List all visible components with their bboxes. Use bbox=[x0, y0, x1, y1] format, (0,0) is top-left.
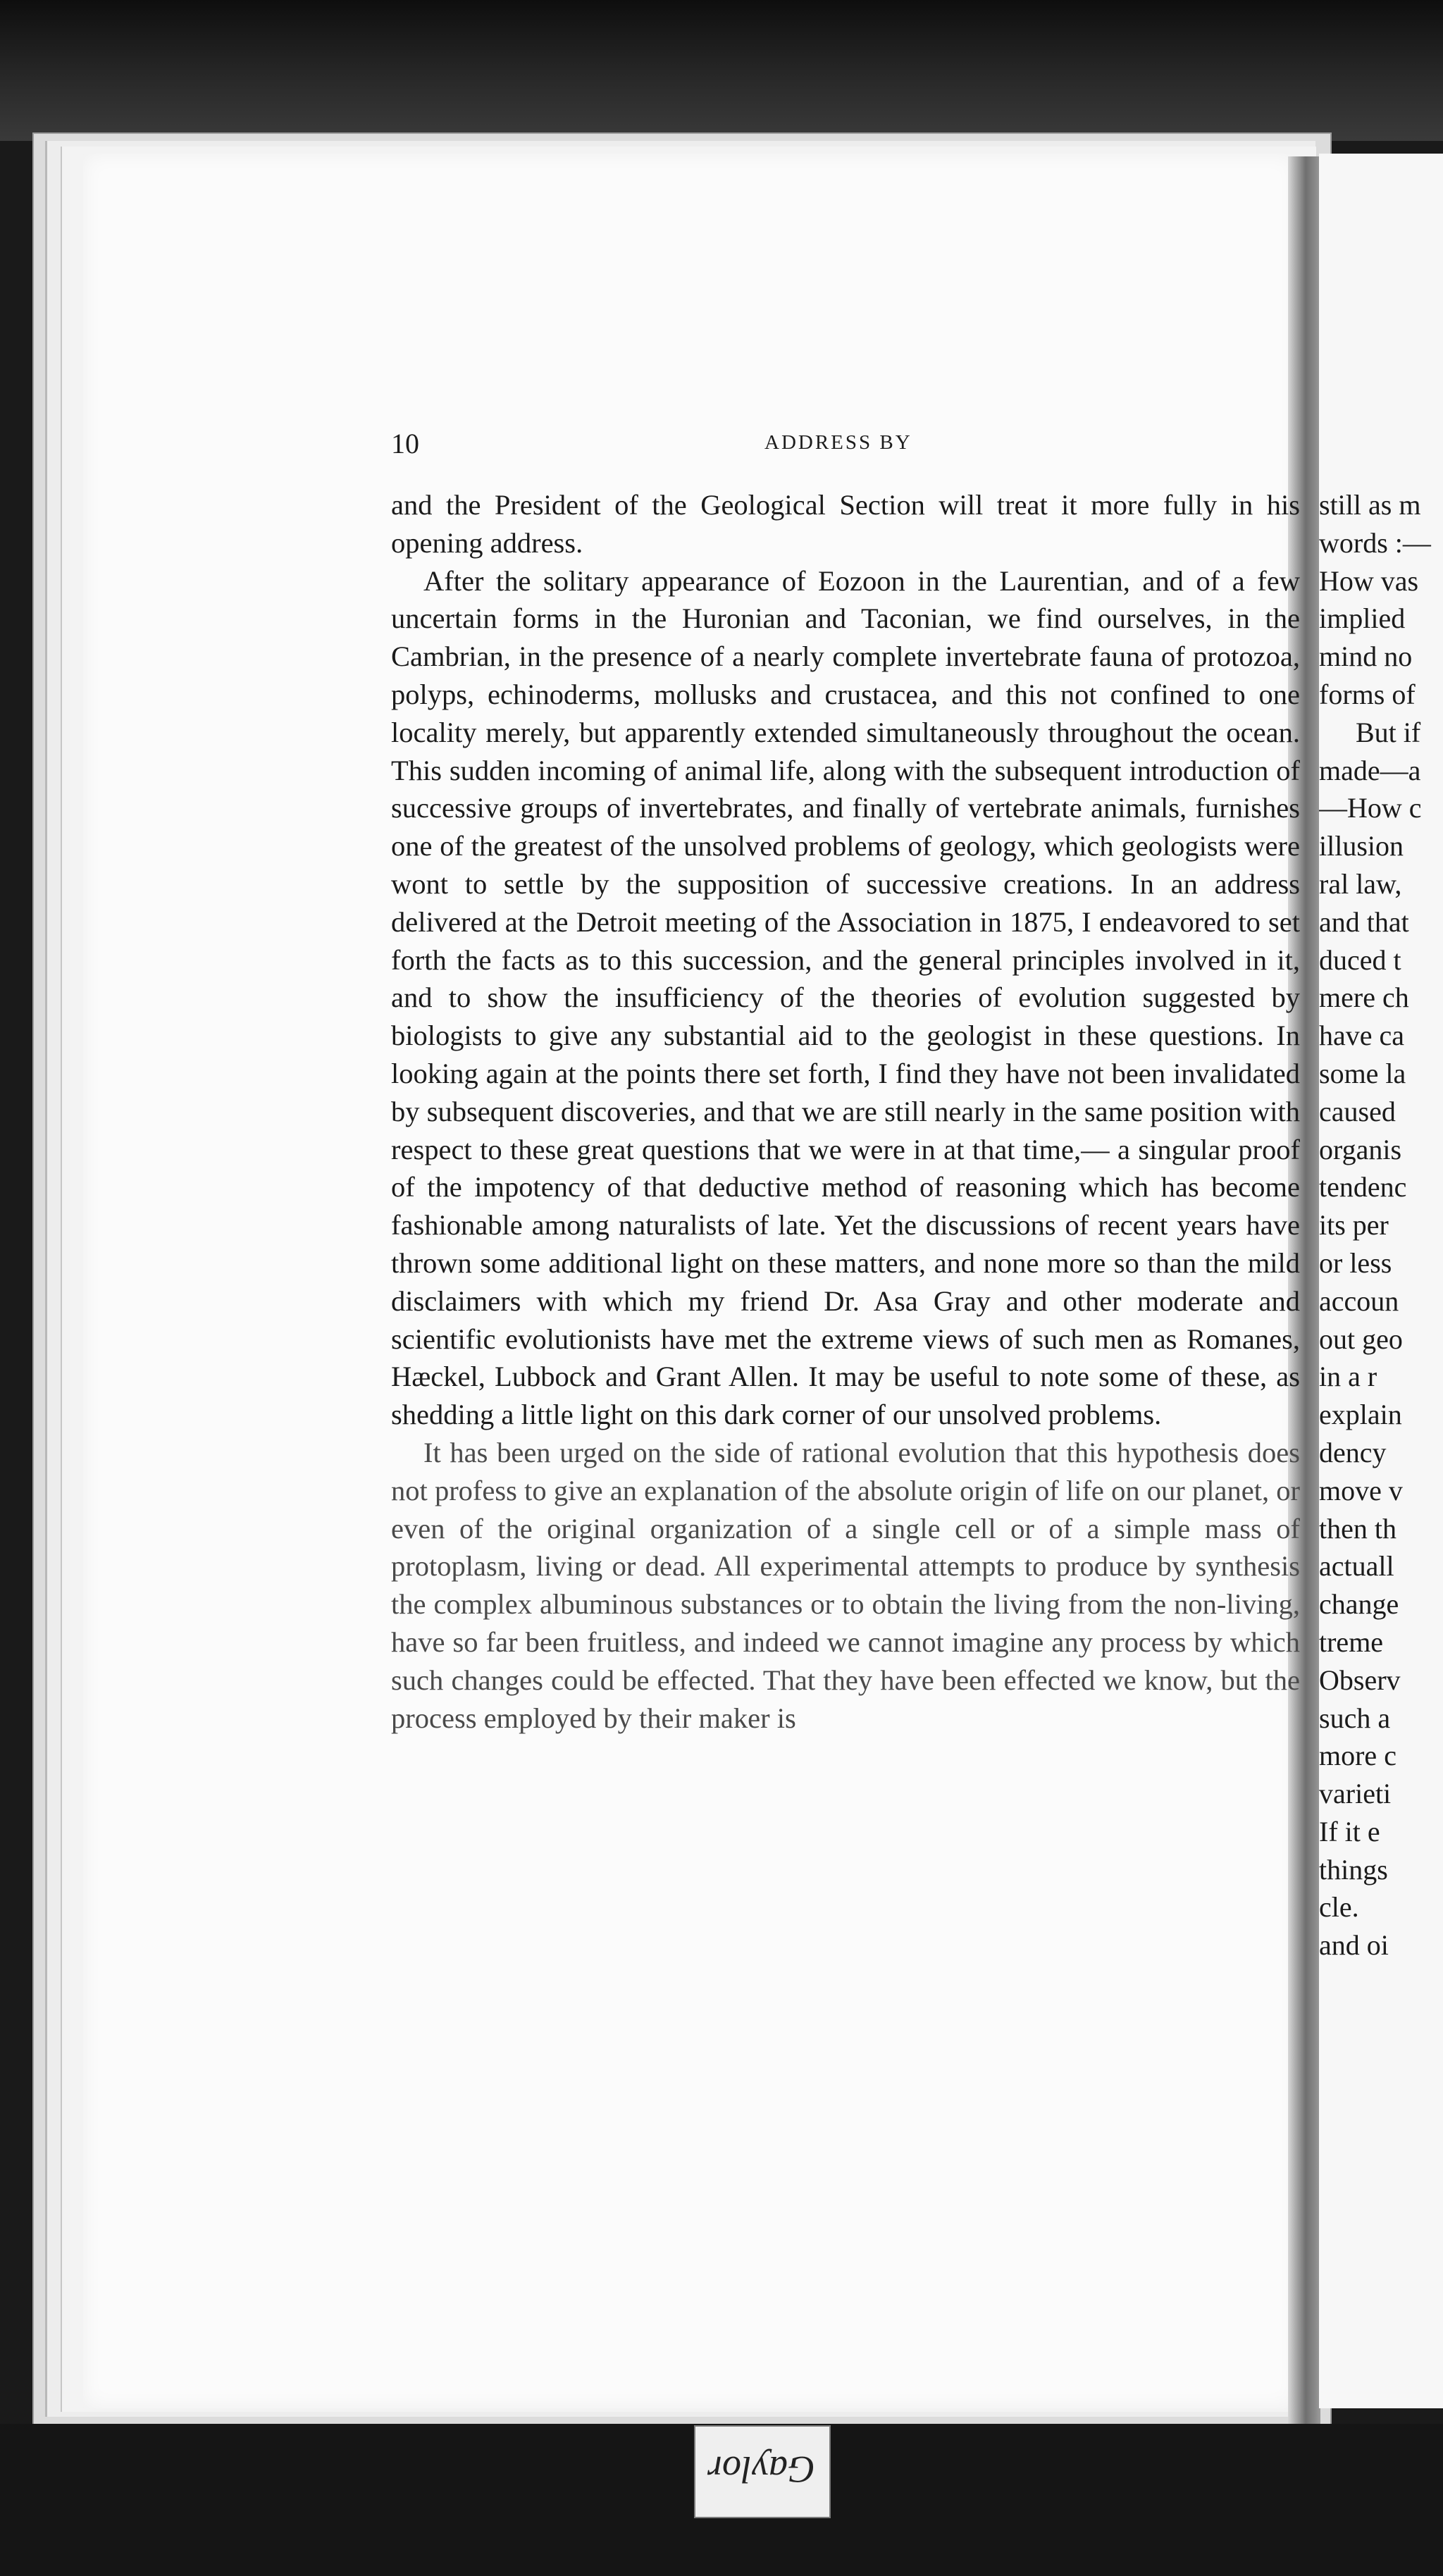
running-head-title: ADDRESS BY bbox=[764, 431, 912, 454]
facing-page-text bbox=[1319, 486, 1443, 1964]
facing-line: change bbox=[1319, 1588, 1399, 1621]
facing-line: words :— bbox=[1319, 526, 1431, 559]
facing-line: dency bbox=[1319, 1436, 1387, 1468]
label-handwriting: Gaylor bbox=[707, 2448, 815, 2491]
facing-line: tendenc bbox=[1319, 1171, 1407, 1203]
paragraph-1: and the President of the Geological Section will treat it more fully in his opening address. bbox=[391, 489, 1300, 559]
page-number: 10 bbox=[391, 428, 419, 459]
paragraph-3: It has been urged on the side of rational evolution that this hypothesis does not profess to give an explanation of the absolute origin of life on our planet, or even of the original organization of a single cell or of a simple mass of protoplasm, living or dead. All experimental attempts to produce by synthesis the complex albuminous substances or to obtain the living from the non-living, have so far been fruitless, and indeed we cannot imagine any process by which such changes could be effected. That they have been effected we know, but the process employed by their maker is bbox=[391, 1436, 1300, 1734]
facing-line: ral law, bbox=[1319, 867, 1402, 900]
facing-line: implied bbox=[1319, 602, 1406, 635]
facing-line: and oi bbox=[1319, 1929, 1389, 1962]
facing-line: But if bbox=[1356, 716, 1421, 748]
facing-line: illusion bbox=[1319, 830, 1404, 862]
facing-line: then th bbox=[1319, 1512, 1396, 1544]
facing-line: more c bbox=[1319, 1740, 1396, 1772]
facing-line: —How c bbox=[1319, 792, 1422, 824]
facing-line: organis bbox=[1319, 1133, 1402, 1165]
facing-line: duced t bbox=[1319, 943, 1401, 976]
facing-line: and that bbox=[1319, 905, 1409, 938]
facing-line: mere ch bbox=[1319, 982, 1409, 1014]
facing-line: have ca bbox=[1319, 1020, 1405, 1052]
facing-line: still as m bbox=[1319, 489, 1421, 521]
facing-line: caused bbox=[1319, 1095, 1396, 1127]
facing-line: made—a bbox=[1319, 754, 1421, 786]
facing-line: some la bbox=[1319, 1057, 1406, 1089]
facing-line: its per bbox=[1319, 1209, 1389, 1241]
facing-line: If it e bbox=[1319, 1815, 1380, 1847]
facing-line: actuall bbox=[1319, 1550, 1394, 1583]
facing-line: things bbox=[1319, 1853, 1388, 1885]
facing-line: or less bbox=[1319, 1246, 1392, 1279]
facing-line: How vas bbox=[1319, 564, 1419, 597]
body-text bbox=[391, 486, 1300, 1737]
facing-line: Observ bbox=[1319, 1664, 1401, 1696]
paragraph-2: After the solitary appearance of Eozoon in the Laurentian, and of a few uncertain forms in the Huronian and Taconian, we find ourselves, in the Cambrian, in the presence of a nearly complete invertebrate fauna of protozoa, polyps, echinoderms, mollusks and crustacea, and this not confined to one locality merely, but apparently extended simultaneously throughout the ocean. This sudden incoming of animal life, along with the subsequent introduction of successive groups of invertebrates, and finally of vertebrate animals, furnishes one of the greatest of the unsolved problems of geology, which geologists were wont to settle by the supposition of successive creations. In an address delivered at the Detroit meeting of the Association in 1875, I endeavored to set forth the facts as to this succession, and the general principles involved in it, and to show the insufficiency of the theories of evolution suggested by biologists to give any substantial aid to the geologist in these questions. In looking again at the points there set forth, I find they have not been invalidated by subsequent discoveries, and that we are still nearly in the same position with respect to these great questions that we were in at that time,— a singular proof of the impotency of that deductive method of reasoning which has become fashionable among naturalists of late. Yet the discussions of recent years have thrown some additional light on these matters, and none more so than the mild disclaimers with which my friend Dr. Asa Gray and other moderate and scientific evolutionists have met the extreme views of such men as Romanes, Hæckel, Lubbock and Grant Allen. It may be useful to note some of these, as shedding a little light on this dark corner of our unsolved problems. bbox=[391, 564, 1300, 1431]
facing-line: mind no bbox=[1319, 640, 1413, 673]
facing-line: move v bbox=[1319, 1474, 1403, 1506]
running-head bbox=[391, 427, 1300, 462]
facing-line: forms of bbox=[1319, 678, 1416, 710]
facing-line: explain bbox=[1319, 1399, 1402, 1431]
facing-line: cle. bbox=[1319, 1891, 1359, 1924]
facing-line: such a bbox=[1319, 1702, 1391, 1734]
binding-label bbox=[694, 2425, 831, 2518]
facing-line: out geo bbox=[1319, 1323, 1403, 1355]
facing-line: in a r bbox=[1319, 1361, 1377, 1393]
facing-line: accoun bbox=[1319, 1284, 1399, 1317]
facing-line: treme bbox=[1319, 1626, 1384, 1658]
scan-background bbox=[0, 0, 1443, 141]
facing-line: varieti bbox=[1319, 1778, 1392, 1810]
